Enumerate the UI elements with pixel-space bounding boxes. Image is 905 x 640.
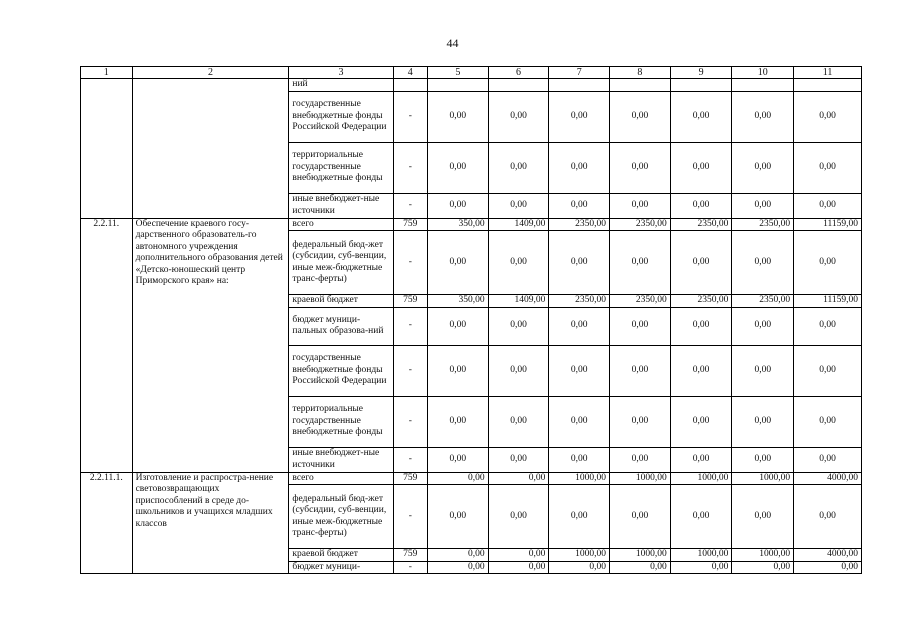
amount-cell: 0,00 <box>549 447 610 472</box>
amount-cell: 0,00 <box>732 307 794 345</box>
budget-code <box>393 79 427 92</box>
funding-source: иные внебюджет-ные источники <box>289 193 393 218</box>
amount-cell: 0,00 <box>549 561 610 574</box>
amount-cell: 0,00 <box>549 231 610 295</box>
amount-cell: 0,00 <box>488 91 549 142</box>
amount-cell <box>732 79 794 92</box>
amount-cell <box>427 79 488 92</box>
funding-source: всего <box>289 218 393 231</box>
budget-code: - <box>393 91 427 142</box>
amount-cell: 0,00 <box>488 549 549 562</box>
funding-source: территориальные государственные внебюджетные фонды <box>289 142 393 193</box>
amount-cell: 0,00 <box>794 447 862 472</box>
amount-cell: 0,00 <box>610 91 671 142</box>
amount-cell: 2350,00 <box>549 218 610 231</box>
amount-cell: 1000,00 <box>549 472 610 485</box>
amount-cell: 2350,00 <box>670 218 732 231</box>
table-row <box>81 472 862 485</box>
amount-cell: 0,00 <box>610 447 671 472</box>
funding-source: всего <box>289 472 393 485</box>
amount-cell: 0,00 <box>732 447 794 472</box>
amount-cell: 1000,00 <box>670 549 732 562</box>
funding-source: ний <box>289 79 393 92</box>
amount-cell: 0,00 <box>488 447 549 472</box>
amount-cell <box>610 79 671 92</box>
amount-cell: 0,00 <box>427 231 488 295</box>
amount-cell: 0,00 <box>488 345 549 396</box>
amount-cell: 0,00 <box>732 231 794 295</box>
amount-cell: 0,00 <box>549 485 610 549</box>
amount-cell: 0,00 <box>427 193 488 218</box>
item-description: Обеспечение краевого госу-дарственного образователь-го автономного учреждения дополнительного образования детей «Детско-юношеский центр Приморского края» на: <box>132 218 289 472</box>
amount-cell: 0,00 <box>610 193 671 218</box>
funding-source: территориальные государственные внебюджетные фонды <box>289 396 393 447</box>
amount-cell: 0,00 <box>794 91 862 142</box>
table-header <box>81 67 862 79</box>
amount-cell: 0,00 <box>670 193 732 218</box>
amount-cell: 0,00 <box>670 396 732 447</box>
amount-cell <box>488 79 549 92</box>
budget-code: - <box>393 307 427 345</box>
amount-cell: 0,00 <box>610 231 671 295</box>
amount-cell: 0,00 <box>427 396 488 447</box>
amount-cell: 350,00 <box>427 295 488 308</box>
amount-cell: 0,00 <box>610 307 671 345</box>
column-header-3: 3 <box>289 67 393 79</box>
column-header-8: 8 <box>610 67 671 79</box>
item-code <box>81 79 133 219</box>
budget-code: - <box>393 561 427 574</box>
amount-cell: 0,00 <box>488 193 549 218</box>
amount-cell: 0,00 <box>794 396 862 447</box>
amount-cell: 0,00 <box>488 472 549 485</box>
amount-cell: 350,00 <box>427 218 488 231</box>
amount-cell <box>549 79 610 92</box>
funding-source: бюджет муници- <box>289 561 393 574</box>
amount-cell: 0,00 <box>670 561 732 574</box>
amount-cell: 1000,00 <box>732 472 794 485</box>
funding-source: государственные внебюджетные фонды Российской Федерации <box>289 345 393 396</box>
amount-cell: 2350,00 <box>670 295 732 308</box>
budget-code: - <box>393 193 427 218</box>
amount-cell: 1409,00 <box>488 218 549 231</box>
amount-cell: 0,00 <box>427 485 488 549</box>
item-code: 2.2.11.1. <box>81 472 133 574</box>
amount-cell: 0,00 <box>488 485 549 549</box>
budget-code: 759 <box>393 549 427 562</box>
amount-cell: 0,00 <box>794 193 862 218</box>
amount-cell: 0,00 <box>670 91 732 142</box>
amount-cell: 0,00 <box>670 307 732 345</box>
amount-cell: 0,00 <box>732 345 794 396</box>
amount-cell: 2350,00 <box>732 218 794 231</box>
column-header-9: 9 <box>670 67 732 79</box>
amount-cell: 0,00 <box>732 561 794 574</box>
column-header-7: 7 <box>549 67 610 79</box>
amount-cell: 0,00 <box>488 307 549 345</box>
amount-cell: 0,00 <box>488 142 549 193</box>
amount-cell: 1000,00 <box>610 549 671 562</box>
item-description: Изготовление и распростра-нение световозвращающих приспособлений в среде до-школьников и учащихся младших классов <box>132 472 289 574</box>
amount-cell: 1000,00 <box>670 472 732 485</box>
funding-source: бюджет муници-пальных образова-ний <box>289 307 393 345</box>
amount-cell: 0,00 <box>610 345 671 396</box>
budget-code: - <box>393 485 427 549</box>
amount-cell: 4000,00 <box>794 472 862 485</box>
amount-cell: 0,00 <box>670 447 732 472</box>
budget-code: - <box>393 231 427 295</box>
amount-cell: 11159,00 <box>794 295 862 308</box>
amount-cell: 0,00 <box>549 396 610 447</box>
budget-code: - <box>393 396 427 447</box>
amount-cell: 0,00 <box>488 396 549 447</box>
amount-cell: 0,00 <box>610 142 671 193</box>
amount-cell: 0,00 <box>732 485 794 549</box>
page-number: 44 <box>446 36 459 50</box>
amount-cell: 1409,00 <box>488 295 549 308</box>
amount-cell: 0,00 <box>794 142 862 193</box>
amount-cell: 1000,00 <box>732 549 794 562</box>
amount-cell: 0,00 <box>610 561 671 574</box>
table-row <box>81 218 862 231</box>
column-header-2: 2 <box>132 67 289 79</box>
item-description <box>132 79 289 219</box>
amount-cell: 0,00 <box>794 485 862 549</box>
funding-source: краевой бюджет <box>289 295 393 308</box>
amount-cell: 0,00 <box>732 396 794 447</box>
amount-cell: 0,00 <box>610 485 671 549</box>
amount-cell: 0,00 <box>427 549 488 562</box>
amount-cell: 2350,00 <box>732 295 794 308</box>
amount-cell: 0,00 <box>794 345 862 396</box>
amount-cell: 0,00 <box>794 307 862 345</box>
amount-cell: 0,00 <box>794 561 862 574</box>
funding-source: федеральный бюд-жет (субсидии, суб-венции, иные меж-бюджетные транс-ферты) <box>289 231 393 295</box>
budget-code: - <box>393 345 427 396</box>
amount-cell: 0,00 <box>670 231 732 295</box>
amount-cell: 0,00 <box>610 396 671 447</box>
budget-code: - <box>393 142 427 193</box>
column-header-4: 4 <box>393 67 427 79</box>
amount-cell: 2350,00 <box>610 218 671 231</box>
table-row <box>81 79 862 92</box>
amount-cell: 2350,00 <box>610 295 671 308</box>
amount-cell: 1000,00 <box>549 549 610 562</box>
amount-cell: 0,00 <box>549 307 610 345</box>
funding-source: иные внебюджет-ные источники <box>289 447 393 472</box>
amount-cell: 0,00 <box>427 345 488 396</box>
amount-cell: 0,00 <box>549 142 610 193</box>
budget-code: 759 <box>393 472 427 485</box>
amount-cell <box>794 79 862 92</box>
amount-cell: 0,00 <box>427 561 488 574</box>
funding-source: государственные внебюджетные фонды Российской Федерации <box>289 91 393 142</box>
amount-cell: 0,00 <box>794 231 862 295</box>
amount-cell: 0,00 <box>549 193 610 218</box>
amount-cell: 0,00 <box>488 231 549 295</box>
budget-code: 759 <box>393 218 427 231</box>
amount-cell: 0,00 <box>549 345 610 396</box>
column-header-10: 10 <box>732 67 794 79</box>
column-header-1: 1 <box>81 67 133 79</box>
amount-cell: 0,00 <box>488 561 549 574</box>
item-code: 2.2.11. <box>81 218 133 472</box>
table-body <box>81 79 862 574</box>
amount-cell: 11159,00 <box>794 218 862 231</box>
amount-cell: 0,00 <box>549 91 610 142</box>
budget-code: - <box>393 447 427 472</box>
amount-cell: 0,00 <box>732 193 794 218</box>
funding-source: краевой бюджет <box>289 549 393 562</box>
column-header-5: 5 <box>427 67 488 79</box>
amount-cell: 0,00 <box>427 307 488 345</box>
amount-cell: 0,00 <box>732 91 794 142</box>
column-header-11: 11 <box>794 67 862 79</box>
amount-cell: 0,00 <box>427 472 488 485</box>
budget-code: 759 <box>393 295 427 308</box>
amount-cell: 2350,00 <box>549 295 610 308</box>
amount-cell: 0,00 <box>427 91 488 142</box>
amount-cell: 0,00 <box>427 447 488 472</box>
amount-cell <box>670 79 732 92</box>
amount-cell: 1000,00 <box>610 472 671 485</box>
amount-cell: 4000,00 <box>794 549 862 562</box>
amount-cell: 0,00 <box>670 345 732 396</box>
budget-table <box>80 66 862 574</box>
funding-source: федеральный бюд-жет (субсидии, суб-венции, иные меж-бюджетные транс-ферты) <box>289 485 393 549</box>
amount-cell: 0,00 <box>427 142 488 193</box>
amount-cell: 0,00 <box>732 142 794 193</box>
amount-cell: 0,00 <box>670 142 732 193</box>
column-header-6: 6 <box>488 67 549 79</box>
amount-cell: 0,00 <box>670 485 732 549</box>
